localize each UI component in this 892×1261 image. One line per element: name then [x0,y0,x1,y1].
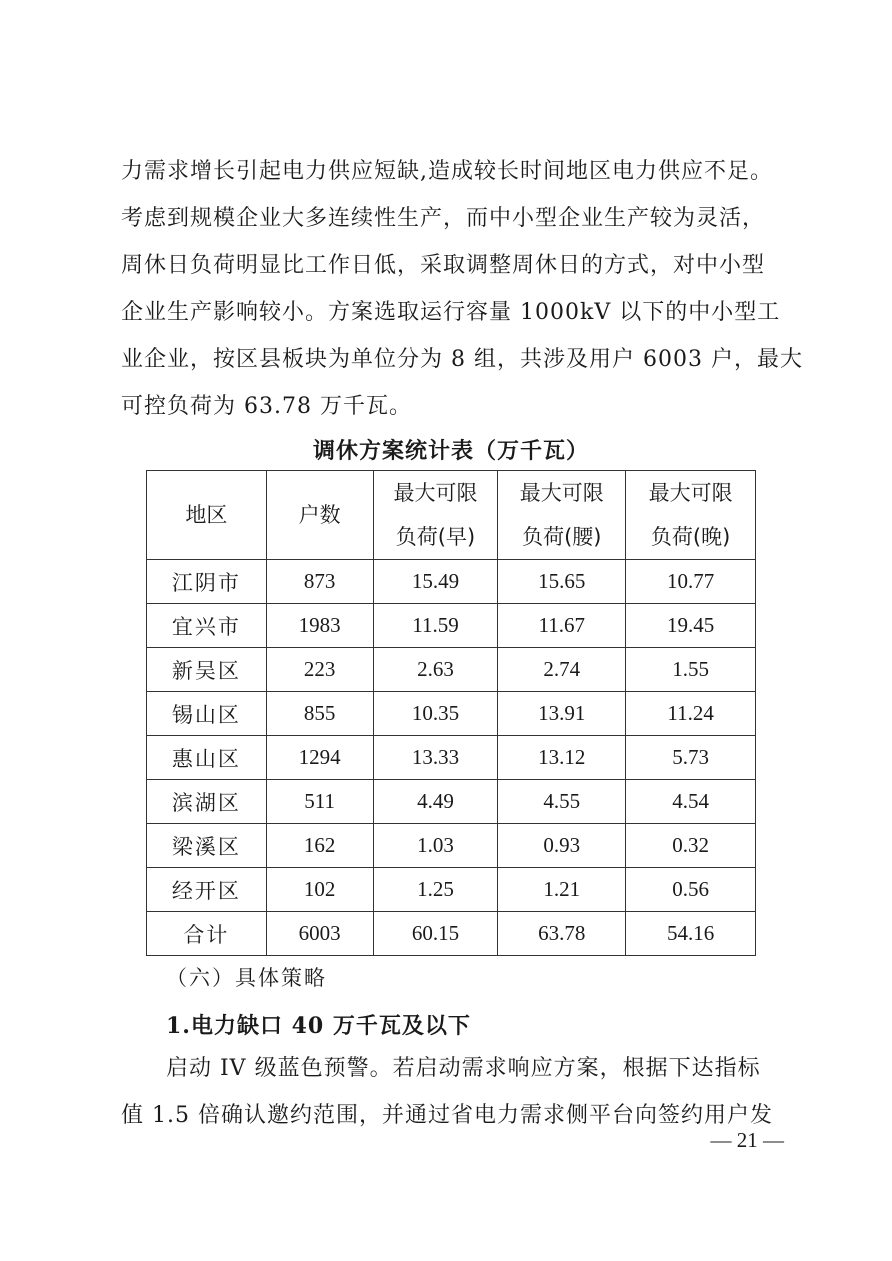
cell-evening: 4.54 [626,780,756,824]
cell-evening: 0.56 [626,868,756,912]
header-morning [373,471,498,560]
intro-line: 企业生产影响较小。方案选取运行容量 1000kV 以下的中小型工 [121,300,781,325]
cell-morning: 2.63 [373,648,498,692]
schedule-table [146,470,756,956]
cell-region: 新吴区 [147,648,267,692]
closing-line: 启动 IV 级蓝色预警。若启动需求响应方案，根据下达指标 [166,1056,761,1081]
table-row [147,868,756,912]
intro-line: 力需求增长引起电力供应短缺,造成较长时间地区电力供应不足。 [121,159,773,184]
cell-morning: 11.59 [373,604,498,648]
table-row [147,824,756,868]
cell-midday: 11.67 [498,604,626,648]
cell-evening: 10.77 [626,560,756,604]
sub-heading: 1.电力缺口 40 万千瓦及以下 [166,1013,471,1039]
cell-evening: 54.16 [626,912,756,956]
header-midday-line1: 最大可限 [519,481,604,505]
cell-households: 6003 [266,912,373,956]
cell-households: 1983 [266,604,373,648]
cell-evening: 5.73 [626,736,756,780]
cell-region: 合计 [147,912,267,956]
cell-households: 102 [266,868,373,912]
cell-region: 滨湖区 [147,780,267,824]
table-row [147,560,756,604]
cell-evening: 19.45 [626,604,756,648]
cell-households: 855 [266,692,373,736]
cell-evening: 0.32 [626,824,756,868]
cell-midday: 63.78 [498,912,626,956]
cell-households: 223 [266,648,373,692]
table-title: 调休方案统计表（万千瓦） [312,439,589,464]
cell-morning: 1.03 [373,824,498,868]
table-row [147,604,756,648]
cell-morning: 13.33 [373,736,498,780]
cell-evening: 11.24 [626,692,756,736]
cell-midday: 1.21 [498,868,626,912]
table-header-row [147,471,756,560]
header-households: 户数 [266,471,373,560]
cell-morning: 15.49 [373,560,498,604]
header-evening-line1: 最大可限 [648,481,733,505]
intro-line: 考虑到规模企业大多连续性生产，而中小型企业生产较为灵活， [121,206,766,231]
header-morning-line1: 最大可限 [393,481,478,505]
intro-line: 业企业，按区县板块为单位分为 8 组，共涉及用户 6003 户，最大 [121,347,803,372]
cell-morning: 60.15 [373,912,498,956]
intro-line: 可控负荷为 63.78 万千瓦。 [121,394,412,419]
closing-line: 值 1.5 倍确认邀约范围，并通过省电力需求侧平台向签约用户发 [121,1103,773,1128]
header-midday-line2: 负荷(腰) [522,525,602,549]
cell-midday: 0.93 [498,824,626,868]
closing-paragraph [121,1045,783,1139]
cell-morning: 10.35 [373,692,498,736]
section-heading: （六）具体策略 [166,966,327,990]
intro-line: 周休日负荷明显比工作日低，采取调整周休日的方式，对中小型 [121,253,766,278]
cell-midday: 2.74 [498,648,626,692]
table-row [147,780,756,824]
header-region: 地区 [147,471,267,560]
cell-region: 江阴市 [147,560,267,604]
cell-midday: 15.65 [498,560,626,604]
header-evening [626,471,756,560]
cell-midday: 13.91 [498,692,626,736]
page-number: — 21 — [710,1128,784,1152]
header-midday [498,471,626,560]
header-morning-line2: 负荷(早) [395,525,476,549]
cell-region: 宜兴市 [147,604,267,648]
cell-region: 锡山区 [147,692,267,736]
cell-region: 惠山区 [147,736,267,780]
cell-region: 梁溪区 [147,824,267,868]
cell-morning: 4.49 [373,780,498,824]
cell-morning: 1.25 [373,868,498,912]
cell-households: 873 [266,560,373,604]
cell-midday: 4.55 [498,780,626,824]
cell-evening: 1.55 [626,648,756,692]
cell-households: 1294 [266,736,373,780]
table-row [147,736,756,780]
cell-households: 162 [266,824,373,868]
table-row [147,648,756,692]
header-evening-line2: 负荷(晚) [650,525,731,549]
intro-paragraph [121,148,803,430]
cell-region: 经开区 [147,868,267,912]
cell-midday: 13.12 [498,736,626,780]
table-row [147,692,756,736]
table-total-row [147,912,756,956]
cell-households: 511 [266,780,373,824]
